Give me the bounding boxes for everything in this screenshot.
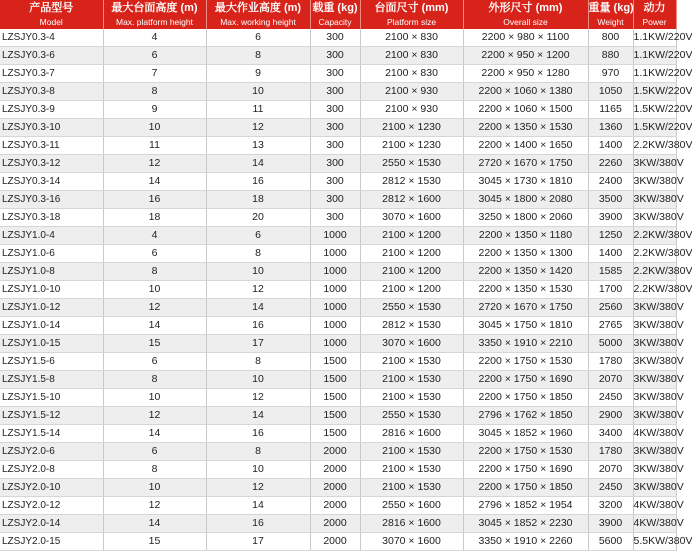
cell-overall-size: 3045 × 1852 × 2230 (463, 515, 588, 533)
cell-platform-height: 8 (103, 371, 206, 389)
cell-overall-size: 2200 × 950 × 1280 (463, 65, 588, 83)
cell-weight: 1780 (588, 353, 633, 371)
cell-model: LZSJY1.5-10 (0, 389, 103, 407)
table-row (0, 335, 676, 353)
cell-platform-height: 14 (103, 317, 206, 335)
cell-power: 1.1KW/220V (633, 29, 676, 47)
cell-power: 2.2KW/380V (633, 137, 676, 155)
cell-power: 3KW/380V (633, 299, 676, 317)
cell-working-height: 8 (206, 443, 310, 461)
table-row (0, 263, 676, 281)
cell-power: 3KW/380V (633, 479, 676, 497)
cell-platform-size: 2550 × 1530 (360, 299, 463, 317)
cell-capacity: 1000 (310, 299, 360, 317)
cell-capacity: 300 (310, 209, 360, 227)
cell-power: 3KW/380V (633, 191, 676, 209)
cell-power: 3KW/380V (633, 407, 676, 425)
cell-platform-height: 12 (103, 155, 206, 173)
table-row (0, 497, 676, 515)
cell-working-height: 16 (206, 173, 310, 191)
cell-capacity: 300 (310, 119, 360, 137)
cell-model: LZSJY0.3-9 (0, 101, 103, 119)
cell-power: 5.5KW/380V (633, 533, 676, 551)
cell-working-height: 14 (206, 155, 310, 173)
cell-working-height: 13 (206, 137, 310, 155)
cell-weight: 1780 (588, 443, 633, 461)
cell-capacity: 1500 (310, 389, 360, 407)
cell-working-height: 12 (206, 119, 310, 137)
cell-working-height: 8 (206, 353, 310, 371)
table-header (0, 0, 676, 29)
cell-power: 4KW/380V (633, 497, 676, 515)
cell-model: LZSJY1.5-14 (0, 425, 103, 443)
cell-weight: 1700 (588, 281, 633, 299)
cell-capacity: 1500 (310, 425, 360, 443)
cell-platform-height: 15 (103, 533, 206, 551)
cell-overall-size: 2796 × 1852 × 1954 (463, 497, 588, 515)
cell-working-height: 16 (206, 317, 310, 335)
table-row (0, 155, 676, 173)
table-row (0, 281, 676, 299)
cell-overall-size: 3350 × 1910 × 2260 (463, 533, 588, 551)
cell-weight: 3200 (588, 497, 633, 515)
cell-overall-size: 2200 × 1750 × 1690 (463, 371, 588, 389)
cell-platform-height: 10 (103, 281, 206, 299)
cell-power: 1.1KW/220V (633, 65, 676, 83)
header-row-english (0, 16, 676, 29)
cell-working-height: 12 (206, 389, 310, 407)
cell-working-height: 10 (206, 371, 310, 389)
cell-platform-height: 7 (103, 65, 206, 83)
table-row (0, 137, 676, 155)
cell-platform-size: 2812 × 1530 (360, 317, 463, 335)
header-row-chinese (0, 0, 676, 16)
cell-platform-height: 12 (103, 299, 206, 317)
cell-platform-height: 6 (103, 353, 206, 371)
cell-overall-size: 3250 × 1800 × 2060 (463, 209, 588, 227)
header-capacity-en: Capacity (310, 16, 360, 29)
cell-capacity: 1000 (310, 263, 360, 281)
cell-platform-height: 14 (103, 425, 206, 443)
cell-model: LZSJY1.0-6 (0, 245, 103, 263)
cell-platform-height: 18 (103, 209, 206, 227)
cell-model: LZSJY2.0-6 (0, 443, 103, 461)
cell-weight: 1165 (588, 101, 633, 119)
cell-overall-size: 2796 × 1762 × 1850 (463, 407, 588, 425)
cell-platform-height: 12 (103, 497, 206, 515)
header-model-en: Model (0, 16, 103, 29)
header-working-height-en: Max. working height (206, 16, 310, 29)
cell-platform-size: 3070 × 1600 (360, 533, 463, 551)
cell-weight: 3900 (588, 515, 633, 533)
header-power-en: Power (633, 16, 676, 29)
cell-working-height: 14 (206, 407, 310, 425)
cell-capacity: 1000 (310, 335, 360, 353)
cell-power: 2.2KW/380V (633, 281, 676, 299)
cell-power: 1.1KW/220V (633, 47, 676, 65)
cell-capacity: 2000 (310, 497, 360, 515)
cell-overall-size: 2720 × 1670 × 1750 (463, 155, 588, 173)
cell-power: 3KW/380V (633, 209, 676, 227)
table-body (0, 29, 692, 551)
table-row (0, 371, 676, 389)
cell-overall-size: 3045 × 1800 × 2080 (463, 191, 588, 209)
table-row (0, 209, 676, 227)
cell-capacity: 2000 (310, 461, 360, 479)
cell-capacity: 300 (310, 173, 360, 191)
cell-platform-size: 3070 × 1600 (360, 335, 463, 353)
cell-platform-height: 6 (103, 245, 206, 263)
cell-power: 3KW/380V (633, 317, 676, 335)
cell-model: LZSJY1.0-10 (0, 281, 103, 299)
cell-platform-size: 2100 × 1530 (360, 353, 463, 371)
cell-overall-size: 2200 × 1400 × 1650 (463, 137, 588, 155)
cell-platform-size: 2100 × 1530 (360, 371, 463, 389)
cell-overall-size: 2720 × 1670 × 1750 (463, 299, 588, 317)
cell-capacity: 300 (310, 29, 360, 47)
cell-weight: 800 (588, 29, 633, 47)
header-weight-zh: 重量 (kg) (588, 2, 634, 14)
cell-capacity: 1500 (310, 371, 360, 389)
cell-working-height: 6 (206, 29, 310, 47)
header-working-height-zh: 最大作业高度 (m) (206, 0, 310, 16)
header-platform-size-en: Platform size (360, 16, 463, 29)
cell-platform-height: 8 (103, 461, 206, 479)
cell-capacity: 300 (310, 83, 360, 101)
cell-overall-size: 2200 × 1350 × 1420 (463, 263, 588, 281)
cell-platform-size: 2100 × 1530 (360, 389, 463, 407)
cell-capacity: 2000 (310, 533, 360, 551)
cell-weight: 3900 (588, 209, 633, 227)
cell-platform-size: 2100 × 1200 (360, 263, 463, 281)
table-row (0, 47, 676, 65)
cell-model: LZSJY1.0-15 (0, 335, 103, 353)
header-platform-height-zh: 最大台面高度 (m) (103, 0, 206, 16)
cell-model: LZSJY0.3-4 (0, 29, 103, 47)
cell-weight: 2765 (588, 317, 633, 335)
cell-platform-size: 2100 × 830 (360, 65, 463, 83)
cell-platform-height: 4 (103, 227, 206, 245)
cell-model: LZSJY1.0-8 (0, 263, 103, 281)
cell-weight: 5600 (588, 533, 633, 551)
table-row (0, 65, 676, 83)
cell-model: LZSJY1.5-12 (0, 407, 103, 425)
cell-overall-size: 2200 × 1750 × 1690 (463, 461, 588, 479)
cell-overall-size: 3045 × 1750 × 1810 (463, 317, 588, 335)
cell-power: 2.2KW/380V (633, 245, 676, 263)
cell-platform-height: 6 (103, 47, 206, 65)
cell-platform-size: 2100 × 1230 (360, 119, 463, 137)
table-row (0, 533, 676, 551)
cell-model: LZSJY0.3-11 (0, 137, 103, 155)
cell-platform-height: 16 (103, 191, 206, 209)
table-row (0, 479, 676, 497)
header-platform-size-zh: 台面尺寸 (mm) (360, 0, 463, 16)
cell-weight: 880 (588, 47, 633, 65)
cell-capacity: 300 (310, 191, 360, 209)
cell-power: 3KW/380V (633, 353, 676, 371)
cell-working-height: 14 (206, 299, 310, 317)
cell-power: 1.5KW/220V (633, 83, 676, 101)
cell-weight: 1360 (588, 119, 633, 137)
cell-model: LZSJY0.3-18 (0, 209, 103, 227)
cell-power: 3KW/380V (633, 335, 676, 353)
cell-working-height: 10 (206, 263, 310, 281)
cell-model: LZSJY0.3-16 (0, 191, 103, 209)
table-row (0, 29, 676, 47)
cell-working-height: 10 (206, 461, 310, 479)
table-row (0, 299, 676, 317)
table-row (0, 119, 676, 137)
table-row (0, 173, 676, 191)
cell-platform-size: 3070 × 1600 (360, 209, 463, 227)
cell-overall-size: 3045 × 1852 × 1960 (463, 425, 588, 443)
cell-platform-size: 2100 × 1200 (360, 227, 463, 245)
cell-overall-size: 2200 × 1350 × 1180 (463, 227, 588, 245)
cell-power: 4KW/380V (633, 425, 676, 443)
cell-platform-size: 2100 × 830 (360, 29, 463, 47)
cell-power: 3KW/380V (633, 389, 676, 407)
cell-platform-size: 2100 × 930 (360, 101, 463, 119)
cell-model: LZSJY2.0-14 (0, 515, 103, 533)
cell-model: LZSJY0.3-6 (0, 47, 103, 65)
table-row (0, 317, 676, 335)
cell-platform-height: 10 (103, 479, 206, 497)
cell-power: 3KW/380V (633, 461, 676, 479)
cell-capacity: 1500 (310, 353, 360, 371)
cell-working-height: 16 (206, 515, 310, 533)
cell-working-height: 17 (206, 335, 310, 353)
table-row (0, 101, 676, 119)
cell-platform-height: 12 (103, 407, 206, 425)
cell-power: 3KW/380V (633, 443, 676, 461)
cell-weight: 2400 (588, 173, 633, 191)
cell-model: LZSJY2.0-12 (0, 497, 103, 515)
cell-overall-size: 2200 × 1350 × 1530 (463, 281, 588, 299)
cell-platform-size: 2100 × 1530 (360, 479, 463, 497)
table-row (0, 425, 676, 443)
header-power-zh: 动力 (633, 0, 676, 16)
cell-model: LZSJY2.0-15 (0, 533, 103, 551)
cell-power: 2.2KW/380V (633, 263, 676, 281)
cell-weight: 5000 (588, 335, 633, 353)
cell-weight: 2900 (588, 407, 633, 425)
cell-model: LZSJY0.3-7 (0, 65, 103, 83)
cell-working-height: 12 (206, 479, 310, 497)
cell-overall-size: 2200 × 950 × 1200 (463, 47, 588, 65)
cell-overall-size: 2200 × 1750 × 1530 (463, 443, 588, 461)
cell-power: 3KW/380V (633, 173, 676, 191)
cell-overall-size: 2200 × 1750 × 1530 (463, 353, 588, 371)
cell-platform-height: 4 (103, 29, 206, 47)
table-row (0, 407, 676, 425)
cell-power: 4KW/380V (633, 515, 676, 533)
cell-overall-size: 2200 × 1750 × 1850 (463, 479, 588, 497)
cell-weight: 2070 (588, 371, 633, 389)
cell-platform-height: 15 (103, 335, 206, 353)
table-row (0, 515, 676, 533)
cell-capacity: 2000 (310, 479, 360, 497)
cell-model: LZSJY1.0-4 (0, 227, 103, 245)
cell-power: 1.5KW/220V (633, 101, 676, 119)
cell-platform-height: 14 (103, 515, 206, 533)
cell-platform-size: 2100 × 830 (360, 47, 463, 65)
cell-capacity: 300 (310, 155, 360, 173)
header-platform-height-en: Max. platform height (103, 16, 206, 29)
cell-capacity: 1500 (310, 407, 360, 425)
cell-power: 3KW/380V (633, 371, 676, 389)
cell-weight: 1400 (588, 245, 633, 263)
cell-working-height: 17 (206, 533, 310, 551)
cell-power: 2.2KW/380V (633, 227, 676, 245)
cell-working-height: 16 (206, 425, 310, 443)
cell-overall-size: 2200 × 1350 × 1530 (463, 119, 588, 137)
table-row (0, 443, 676, 461)
cell-capacity: 300 (310, 101, 360, 119)
cell-model: LZSJY0.3-10 (0, 119, 103, 137)
cell-overall-size: 2200 × 1350 × 1300 (463, 245, 588, 263)
cell-working-height: 8 (206, 245, 310, 263)
cell-working-height: 20 (206, 209, 310, 227)
cell-platform-size: 2812 × 1600 (360, 191, 463, 209)
cell-platform-size: 2550 × 1530 (360, 407, 463, 425)
cell-overall-size: 2200 × 1750 × 1850 (463, 389, 588, 407)
cell-capacity: 1000 (310, 281, 360, 299)
cell-weight: 3400 (588, 425, 633, 443)
cell-weight: 2560 (588, 299, 633, 317)
cell-platform-size: 2100 × 1530 (360, 461, 463, 479)
cell-working-height: 9 (206, 65, 310, 83)
cell-capacity: 300 (310, 137, 360, 155)
table-row (0, 227, 676, 245)
cell-capacity: 1000 (310, 317, 360, 335)
table-row (0, 389, 676, 407)
table-row (0, 191, 676, 209)
cell-platform-size: 2100 × 1200 (360, 245, 463, 263)
cell-overall-size: 2200 × 980 × 1100 (463, 29, 588, 47)
header-capacity-zh: 载重 (kg) (310, 0, 360, 16)
cell-weight: 3500 (588, 191, 633, 209)
cell-weight: 2070 (588, 461, 633, 479)
cell-capacity: 2000 (310, 515, 360, 533)
header-model-zh: 产品型号 (0, 0, 103, 16)
cell-platform-size: 2100 × 1530 (360, 443, 463, 461)
cell-platform-height: 10 (103, 119, 206, 137)
cell-overall-size: 3350 × 1910 × 2210 (463, 335, 588, 353)
cell-platform-height: 8 (103, 263, 206, 281)
cell-power: 1.5KW/220V (633, 119, 676, 137)
cell-working-height: 10 (206, 83, 310, 101)
cell-weight: 1585 (588, 263, 633, 281)
cell-model: LZSJY1.5-8 (0, 371, 103, 389)
cell-platform-size: 2812 × 1530 (360, 173, 463, 191)
cell-weight: 2260 (588, 155, 633, 173)
cell-overall-size: 2200 × 1060 × 1500 (463, 101, 588, 119)
cell-model: LZSJY2.0-10 (0, 479, 103, 497)
header-overall-size-en: Overall size (463, 16, 588, 29)
cell-capacity: 1000 (310, 227, 360, 245)
cell-platform-size: 2816 × 1600 (360, 515, 463, 533)
cell-model: LZSJY0.3-14 (0, 173, 103, 191)
cell-platform-size: 2550 × 1530 (360, 155, 463, 173)
cell-model: LZSJY1.5-6 (0, 353, 103, 371)
cell-working-height: 18 (206, 191, 310, 209)
table-row (0, 461, 676, 479)
cell-platform-size: 2550 × 1600 (360, 497, 463, 515)
table-row (0, 245, 676, 263)
table-row (0, 353, 676, 371)
header-overall-size-zh: 外形尺寸 (mm) (463, 0, 588, 16)
cell-platform-size: 2100 × 1230 (360, 137, 463, 155)
cell-platform-height: 6 (103, 443, 206, 461)
cell-working-height: 12 (206, 281, 310, 299)
cell-capacity: 2000 (310, 443, 360, 461)
cell-working-height: 8 (206, 47, 310, 65)
cell-model: LZSJY1.0-12 (0, 299, 103, 317)
cell-model: LZSJY0.3-12 (0, 155, 103, 173)
cell-overall-size: 2200 × 1060 × 1380 (463, 83, 588, 101)
cell-capacity: 300 (310, 47, 360, 65)
cell-weight: 970 (588, 65, 633, 83)
cell-overall-size: 3045 × 1730 × 1810 (463, 173, 588, 191)
cell-weight: 1250 (588, 227, 633, 245)
cell-platform-height: 10 (103, 389, 206, 407)
cell-capacity: 300 (310, 65, 360, 83)
cell-weight: 2450 (588, 479, 633, 497)
cell-weight: 1400 (588, 137, 633, 155)
cell-capacity: 1000 (310, 245, 360, 263)
header-weight-en: Weight (588, 16, 633, 29)
cell-platform-size: 2816 × 1600 (360, 425, 463, 443)
cell-model: LZSJY2.0-8 (0, 461, 103, 479)
cell-platform-height: 8 (103, 83, 206, 101)
cell-model: LZSJY0.3-8 (0, 83, 103, 101)
cell-weight: 1050 (588, 83, 633, 101)
cell-platform-height: 14 (103, 173, 206, 191)
cell-weight: 2450 (588, 389, 633, 407)
cell-working-height: 11 (206, 101, 310, 119)
cell-platform-size: 2100 × 930 (360, 83, 463, 101)
cell-platform-height: 11 (103, 137, 206, 155)
cell-power: 3KW/380V (633, 155, 676, 173)
cell-working-height: 14 (206, 497, 310, 515)
table-row (0, 83, 676, 101)
cell-platform-height: 9 (103, 101, 206, 119)
cell-working-height: 6 (206, 227, 310, 245)
cell-model: LZSJY1.0-14 (0, 317, 103, 335)
cell-platform-size: 2100 × 1200 (360, 281, 463, 299)
